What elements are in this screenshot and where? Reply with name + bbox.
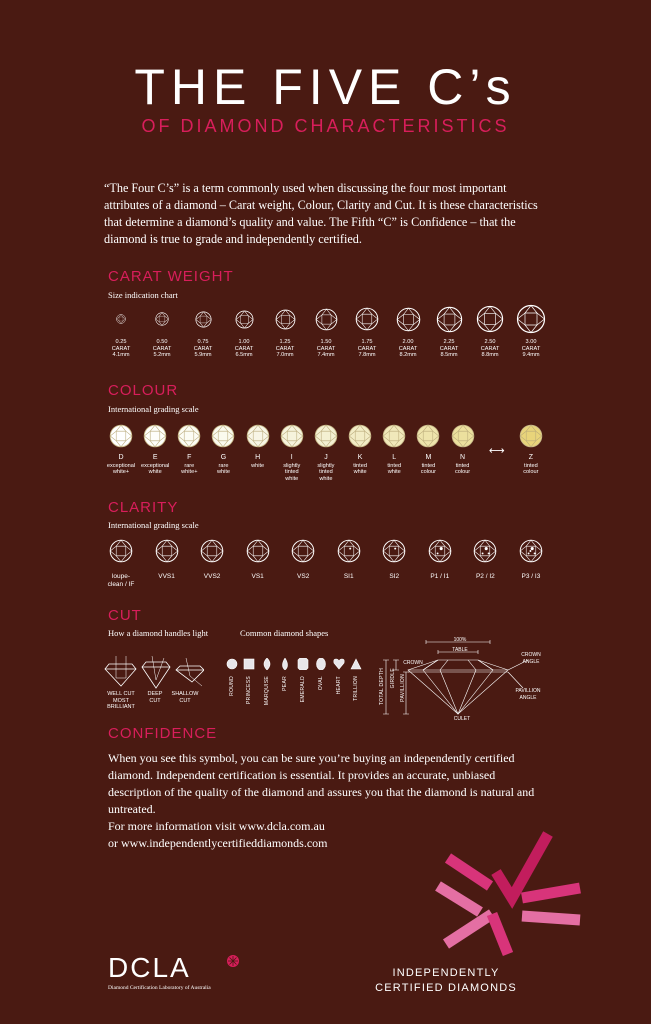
carat-label: 3.00 CARAT 9.4mm — [521, 339, 541, 359]
diamond-icon — [519, 424, 543, 448]
dcla-logo-subtitle: Diamond Certification Laboratory of Australia — [108, 985, 211, 991]
princess-shape-icon — [243, 658, 255, 670]
inclusion-mark — [531, 547, 534, 550]
colour-item — [446, 424, 480, 494]
colour-description: tinted colour — [420, 462, 437, 476]
colour-item — [309, 424, 343, 494]
shape-item — [242, 658, 257, 718]
clarity-item — [286, 539, 320, 595]
diamond-icon — [315, 308, 338, 331]
clarity-grade: VVS2 — [203, 573, 221, 580]
clarity-subheading: International grading scale — [108, 520, 199, 530]
clarity-item — [332, 539, 366, 595]
confidence-paragraph: When you see this symbol, you can be sure you’re buying an independently certified diamond. Independent certification is essential. It provides an accurate, unbiased description of the quality of the diamond and assures you that the diamond is natural and untreated. — [108, 751, 535, 816]
inclusion-mark — [488, 552, 490, 554]
diamond-icon — [382, 424, 406, 448]
clarity-grade: P3 / I3 — [521, 573, 541, 580]
colour-description: rare white — [216, 462, 230, 476]
colour-grade: I — [290, 454, 293, 461]
diamond-icon — [155, 539, 179, 563]
diamond-icon — [291, 539, 315, 563]
cut-heading: CUT — [108, 607, 142, 624]
diamond-icon — [155, 312, 169, 326]
clarity-scale — [104, 539, 548, 595]
colour-subheading: International grading scale — [108, 404, 199, 414]
carat-item — [104, 303, 138, 369]
colour-grade: K — [357, 454, 363, 461]
emerald-shape-icon — [297, 658, 309, 670]
shape-item — [278, 658, 293, 718]
dcla-logo-mark-icon — [226, 954, 240, 968]
carat-label: 0.25 CARAT 4.1mm — [111, 339, 131, 359]
shape-label: EMERALD — [299, 676, 306, 703]
diamond-icon — [275, 309, 296, 330]
carat-item — [268, 303, 302, 369]
shapes-row — [224, 658, 364, 718]
clarity-grade: SI1 — [343, 573, 354, 580]
anatomy-crown: CROWN — [403, 660, 423, 666]
badge-line-1: INDEPENDENTLY — [392, 967, 500, 979]
clarity-grade: VS1 — [251, 573, 264, 580]
more-info-line-2: or www.independentlycertifieddiamonds.com — [108, 836, 328, 850]
diamond-icon — [246, 539, 270, 563]
colour-item — [343, 424, 377, 494]
round-shape-icon — [226, 658, 238, 670]
colour-item — [514, 424, 548, 494]
colour-description: exceptional white+ — [106, 462, 136, 476]
carat-item — [309, 303, 343, 369]
clarity-item — [468, 539, 502, 595]
carat-label: 1.00 CARAT 6.5mm — [234, 339, 254, 359]
diamond-icon — [200, 539, 224, 563]
shape-label: PRINCESS — [246, 676, 253, 704]
colour-description: rare white+ — [181, 462, 198, 476]
clarity-grade: P1 / I1 — [430, 573, 450, 580]
colour-description: tinted white — [353, 462, 367, 476]
inclusion-mark — [349, 548, 351, 550]
anatomy-table: TABLE — [452, 647, 468, 653]
colour-description: white — [251, 462, 265, 469]
diamond-icon — [516, 304, 546, 334]
colour-grade: Z — [528, 454, 534, 461]
colour-grade: M — [425, 454, 432, 461]
marquise-shape-icon — [261, 658, 273, 670]
carat-label: 1.50 CARAT 7.4mm — [316, 339, 336, 359]
anatomy-culet: CULET — [453, 716, 471, 722]
carat-subheading: Size indication chart — [108, 290, 178, 300]
diamond-icon — [116, 314, 126, 324]
anatomy-total-depth: TOTAL DEPTH — [379, 668, 385, 706]
shape-item — [349, 658, 364, 718]
colour-grade: N — [460, 454, 466, 461]
shape-item — [331, 658, 346, 718]
clarity-item — [104, 539, 138, 595]
carat-label: 2.00 CARAT 8.2mm — [398, 339, 418, 359]
colour-description: tinted colour — [454, 462, 471, 476]
diamond-icon — [428, 539, 452, 563]
diamond-icon — [519, 539, 543, 563]
inclusion-mark — [436, 552, 438, 554]
clarity-grade: VS2 — [297, 573, 310, 580]
carat-label: 1.75 CARAT 7.8mm — [357, 339, 377, 359]
carat-item — [391, 303, 425, 369]
colour-description: slightly tinted white — [283, 462, 301, 482]
carat-item — [514, 303, 548, 369]
colour-description: tinted white — [387, 462, 402, 476]
inclusion-mark — [485, 547, 488, 550]
shape-item — [224, 658, 239, 718]
colour-item — [206, 424, 240, 494]
carat-heading: CARAT WEIGHT — [108, 268, 234, 285]
diamond-icon — [211, 424, 235, 448]
clarity-grade: VVS1 — [158, 573, 175, 580]
inclusion-mark — [529, 550, 531, 552]
anatomy-crown-angle: CROWN ANGLE — [521, 652, 541, 665]
badge-line-2: CERTIFIED DIAMONDS — [375, 982, 517, 994]
cut-subheading: How a diamond handles light — [108, 628, 209, 638]
colour-item — [172, 424, 206, 494]
colour-grade: L — [392, 454, 397, 461]
carat-label: 0.50 CARAT 5.2mm — [152, 339, 172, 359]
colour-item — [411, 424, 445, 494]
colour-grade: D — [118, 454, 124, 461]
page-title: THE FIVE C’s — [134, 59, 517, 115]
diamond-icon — [348, 424, 372, 448]
diamond-icon — [396, 307, 421, 332]
light-label-well: WELL CUT MOST BRILLIANT — [107, 691, 135, 710]
carat-item — [432, 303, 466, 369]
diamond-icon — [473, 539, 497, 563]
diamond-icon — [109, 424, 133, 448]
colour-item — [241, 424, 275, 494]
carat-item — [145, 303, 179, 369]
clarity-item — [423, 539, 457, 595]
shape-item — [295, 658, 310, 718]
inclusion-mark — [439, 547, 442, 550]
inclusion-mark — [534, 552, 536, 554]
diamond-icon — [195, 311, 212, 328]
colour-grade: E — [152, 454, 158, 461]
shape-label: MARQUISE — [264, 676, 271, 706]
diamond-icon — [235, 310, 254, 329]
colour-item — [377, 424, 411, 494]
colour-grade: F — [187, 454, 192, 461]
colour-grade: ⟷ — [488, 445, 505, 457]
shape-item — [260, 658, 275, 718]
clarity-grade: P2 / I2 — [475, 573, 495, 580]
carat-item — [227, 303, 261, 369]
diamond-icon — [246, 424, 270, 448]
carat-item — [186, 303, 220, 369]
light-label-deep: DEEP CUT — [147, 691, 163, 704]
diamond-icon — [109, 539, 133, 563]
carat-item — [350, 303, 384, 369]
shape-label: HEART — [335, 676, 342, 695]
colour-scale — [104, 424, 548, 494]
shape-label: PEAR — [282, 676, 289, 691]
colour-item — [138, 424, 172, 494]
carat-label: 1.25 CARAT 7.0mm — [275, 339, 295, 359]
colour-description: tinted colour — [523, 462, 539, 476]
page-subtitle: OF DIAMOND CHARACTERISTICS — [141, 116, 510, 136]
colour-description: exceptional white — [141, 462, 170, 476]
anatomy-girdle: GIRDLE — [390, 668, 396, 689]
light-label-shallow: SHALLOW CUT — [171, 691, 199, 704]
carat-chart — [104, 303, 548, 369]
pear-shape-icon — [279, 658, 291, 670]
anatomy-pavillion-angle: PAVILLION ANGLE — [515, 688, 541, 701]
colour-description: slightly tinted white — [317, 462, 335, 482]
inclusion-mark — [395, 548, 397, 550]
carat-item — [473, 303, 507, 369]
clarity-item — [150, 539, 184, 595]
colour-grade: G — [220, 454, 227, 461]
trillion-shape-icon — [350, 658, 362, 670]
shape-label: TRILLION — [353, 676, 360, 701]
intro-paragraph: “The Four C’s” is a term commonly used when discussing the four most important attributes of a diamond – Carat weight, Colour, Clarity and Cut. It is these characteristics that determine a diamond’s quality and value. The Fifth “C” is Confidence – that the diamond is true to grade and independently certified. — [104, 181, 538, 246]
diamond-icon — [314, 424, 338, 448]
diamond-icon — [143, 424, 167, 448]
shapes-subheading: Common diamond shapes — [240, 628, 329, 638]
clarity-item — [241, 539, 275, 595]
diamond-icon — [280, 424, 304, 448]
carat-label: 2.25 CARAT 8.5mm — [439, 339, 459, 359]
colour-grade: J — [324, 454, 328, 461]
more-info-line-1: For more information visit www.dcla.com.au — [108, 819, 325, 833]
inclusion-mark — [528, 552, 530, 554]
diamond-icon — [451, 424, 475, 448]
shape-label: ROUND — [228, 676, 235, 696]
clarity-item — [514, 539, 548, 595]
colour-heading: COLOUR — [108, 382, 179, 399]
colour-item — [275, 424, 309, 494]
clarity-item — [377, 539, 411, 595]
colour-item — [480, 424, 514, 494]
shape-label: OVAL — [317, 676, 324, 691]
anatomy-pavillion: PAVILLION — [400, 674, 406, 702]
light-diagrams — [104, 656, 204, 690]
clarity-heading: CLARITY — [108, 499, 179, 516]
shape-item — [313, 658, 328, 718]
colour-grade: H — [255, 454, 261, 461]
diamond-icon — [337, 539, 361, 563]
colour-item — [104, 424, 138, 494]
diamond-icon — [355, 307, 379, 331]
diamond-icon — [436, 306, 463, 333]
anatomy-100pct: 100% — [453, 637, 467, 643]
diamond-icon — [416, 424, 440, 448]
clarity-item — [195, 539, 229, 595]
clarity-grade: SI2 — [389, 573, 400, 580]
diamond-icon — [177, 424, 201, 448]
certified-symbol-icon — [430, 828, 590, 958]
inclusion-mark — [482, 552, 484, 554]
oval-shape-icon — [315, 658, 327, 670]
carat-label: 0.75 CARAT 5.9mm — [193, 339, 213, 359]
heart-shape-icon — [333, 658, 345, 670]
diamond-icon — [382, 539, 406, 563]
confidence-heading: CONFIDENCE — [108, 725, 218, 742]
diamond-icon — [476, 305, 504, 333]
carat-label: 2.50 CARAT 8.8mm — [480, 339, 500, 359]
dcla-logo: DCLA — [108, 952, 191, 983]
clarity-grade: loupe- clean / IF — [107, 573, 135, 588]
